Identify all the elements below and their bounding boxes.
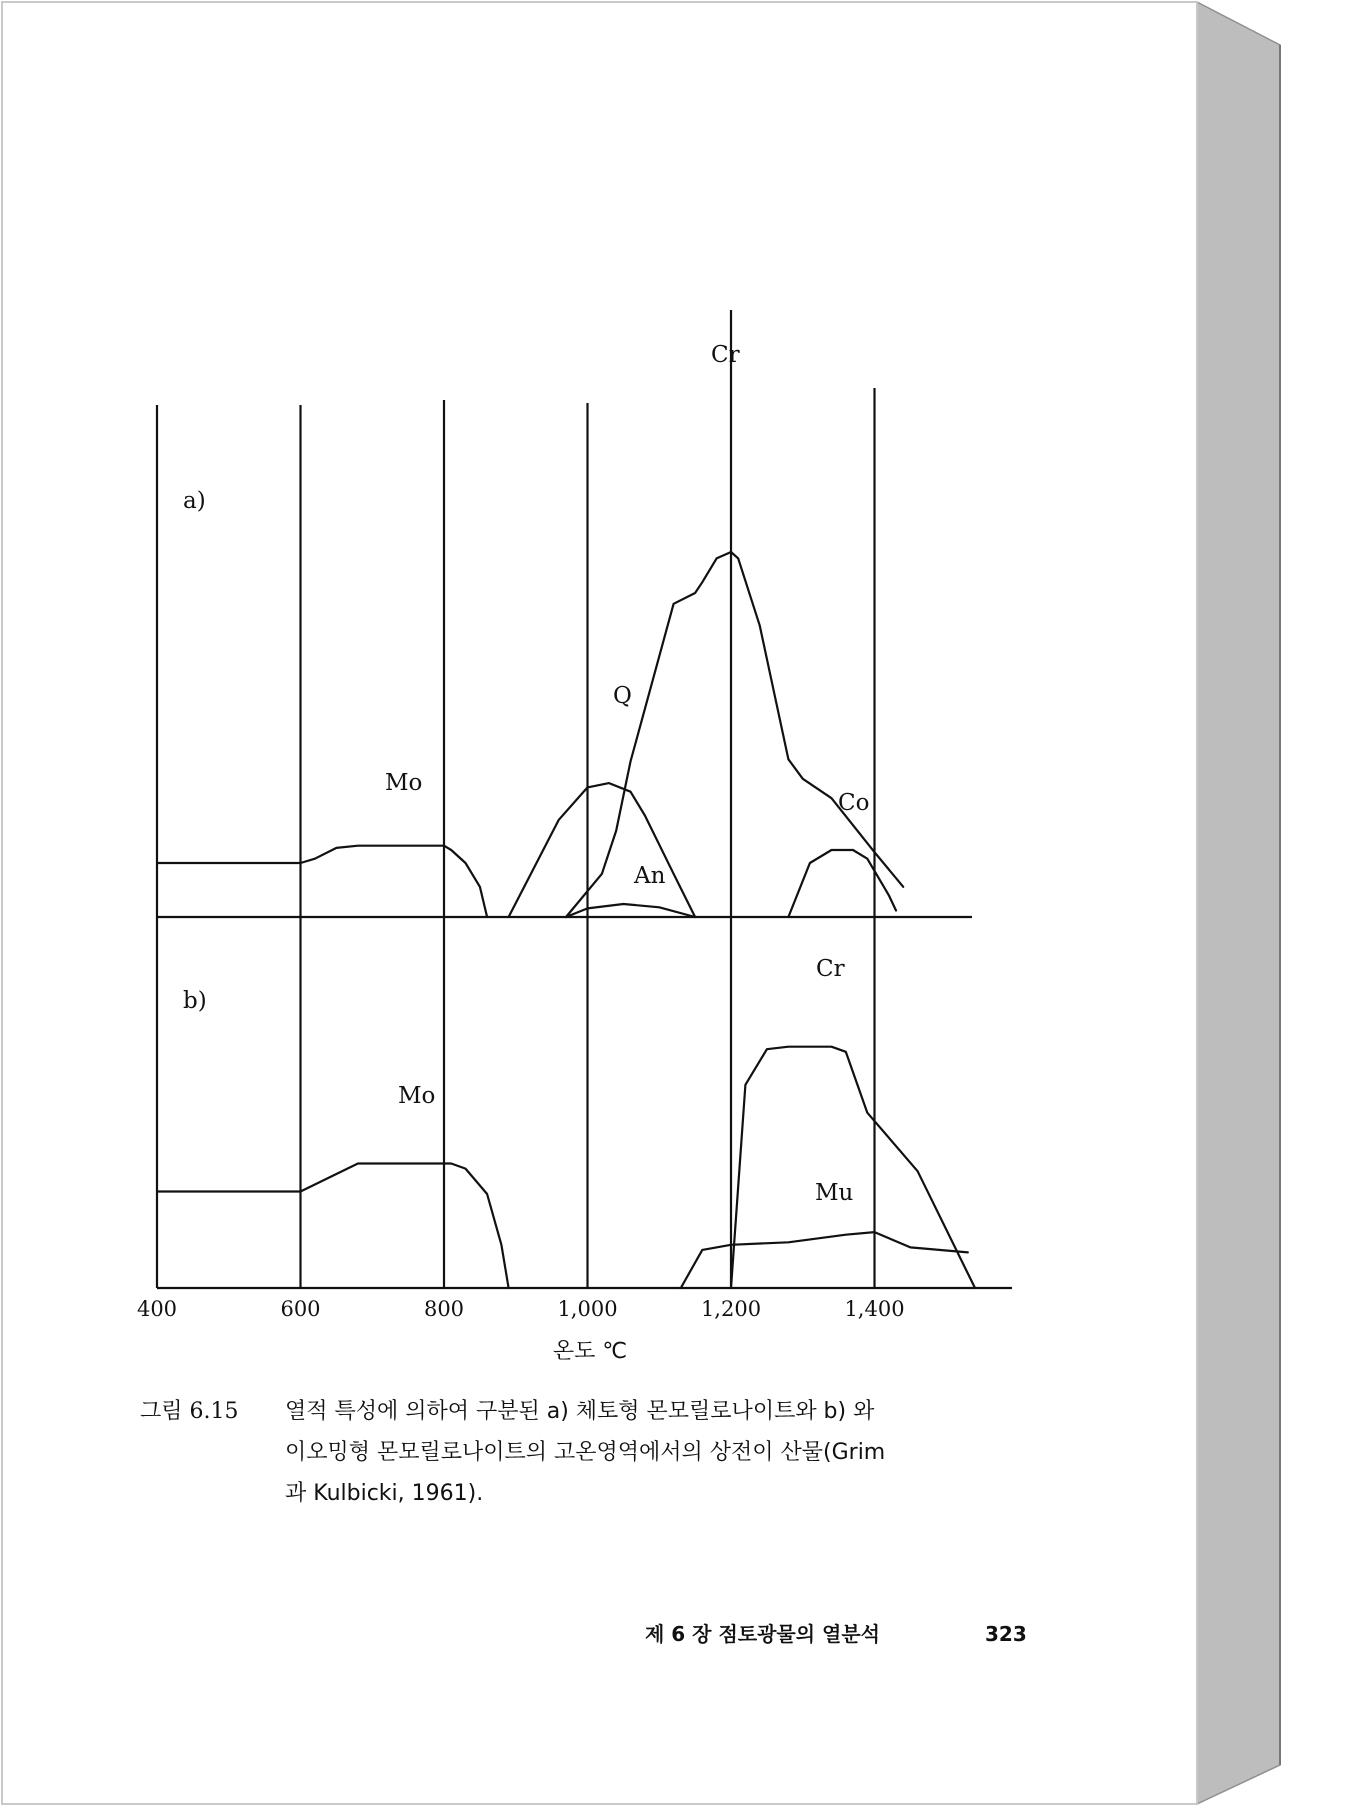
series-label-cr-a: Cr	[711, 342, 740, 368]
caption-line-3: 과 Kulbicki, 1961).	[285, 1481, 484, 1506]
caption-line-1: 열적 특성에 의하여 구분된 a) 체토형 몬모릴로나이트와 b) 와	[285, 1399, 875, 1424]
caption-line-2: 이오밍형 몬모릴로나이트의 고온영역에서의 상전이 산물(Grim	[285, 1440, 886, 1465]
series-label-an-a: An	[634, 863, 666, 889]
page-sheet	[2, 2, 1197, 1804]
x-tick-label: 400	[136, 1297, 178, 1321]
series-label-mo-b: Mo	[398, 1083, 436, 1109]
series-label-q-a: Q	[613, 683, 632, 709]
x-tick-label: 1,000	[557, 1297, 618, 1321]
panel-label-b: b)	[183, 988, 207, 1014]
series-label-cr-b: Cr	[816, 956, 845, 982]
series-label-co-a: Co	[838, 790, 870, 816]
x-tick-label: 800	[423, 1297, 465, 1321]
series-label-mu-b: Mu	[815, 1180, 854, 1206]
caption-figure-number: 그림 6.15	[140, 1399, 239, 1424]
series-label-mo-a: Mo	[385, 770, 423, 796]
x-tick-label: 1,200	[700, 1297, 762, 1321]
x-axis-label: 온도 ℃	[552, 1339, 628, 1364]
book-side	[1197, 2, 1280, 1804]
x-tick-label: 600	[280, 1297, 321, 1321]
page-number: 323	[985, 1622, 1027, 1646]
running-footer: 제 6 장 점토광물의 열분석	[645, 1622, 880, 1646]
x-tick-label: 1,400	[844, 1297, 905, 1321]
panel-label-a: a)	[183, 488, 206, 514]
